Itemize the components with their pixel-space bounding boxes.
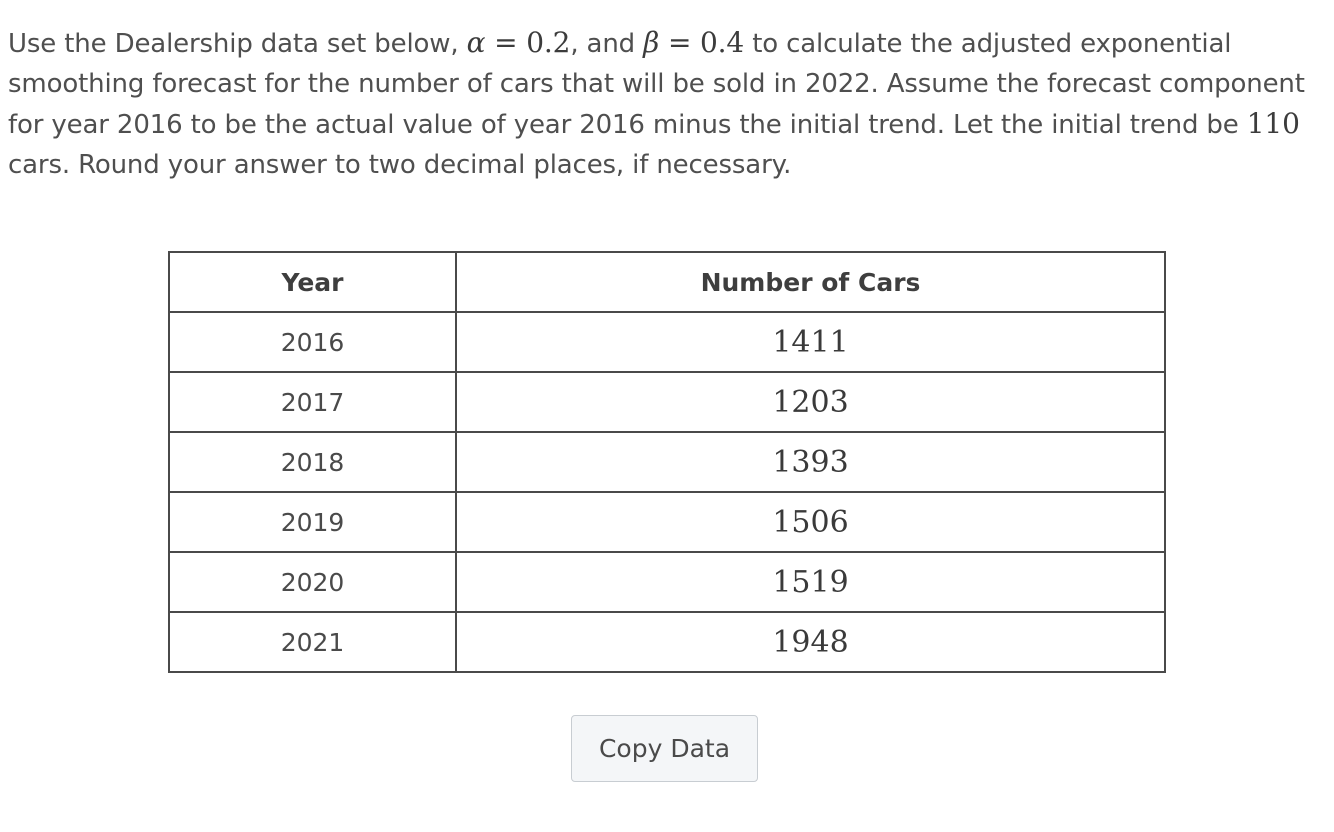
cars-cell: 1519: [456, 552, 1165, 612]
year-cell: 2016: [169, 312, 456, 372]
header-number-of-cars: Number of Cars: [456, 252, 1165, 312]
copy-data-button[interactable]: Copy Data: [571, 715, 758, 782]
beta-symbol: β: [643, 26, 660, 59]
question-text: [8, 23, 1328, 185]
year-cell: 2017: [169, 372, 456, 432]
alpha-value: 0.2: [526, 26, 571, 59]
beta-value: 0.4: [700, 26, 745, 59]
year-cell: 2021: [169, 612, 456, 672]
table-row: [169, 552, 1165, 612]
cars-cell: 1203: [456, 372, 1165, 432]
year-cell: 2019: [169, 492, 456, 552]
initial-trend-value: 110: [1246, 107, 1300, 140]
header-year: Year: [169, 252, 456, 312]
table-row: [169, 312, 1165, 372]
table-row: [169, 612, 1165, 672]
cars-cell: 1506: [456, 492, 1165, 552]
question-part-2: , and: [570, 29, 644, 59]
question-part-3: to calculate the adjusted exponential smoothing forecast for the number of cars that will be sold in 2022. Assume the forecast component for year 2016 to be the actual value of year 2016 minus the initial trend. Let the initial trend be: [8, 29, 1305, 140]
question-part-4: cars. Round your answer to two decimal places, if necessary.: [8, 150, 792, 180]
table-row: [169, 492, 1165, 552]
year-cell: 2020: [169, 552, 456, 612]
dealership-data-table: [168, 251, 1166, 673]
cars-cell: 1948: [456, 612, 1165, 672]
table-header-row: [169, 252, 1165, 312]
question-part-1: Use the Dealership data set below,: [8, 29, 467, 59]
alpha-equals: =: [485, 26, 527, 59]
table-row: [169, 372, 1165, 432]
cars-cell: 1393: [456, 432, 1165, 492]
table-row: [169, 432, 1165, 492]
alpha-symbol: α: [466, 26, 486, 59]
beta-equals: =: [659, 26, 700, 59]
year-cell: 2018: [169, 432, 456, 492]
cars-cell: 1411: [456, 312, 1165, 372]
